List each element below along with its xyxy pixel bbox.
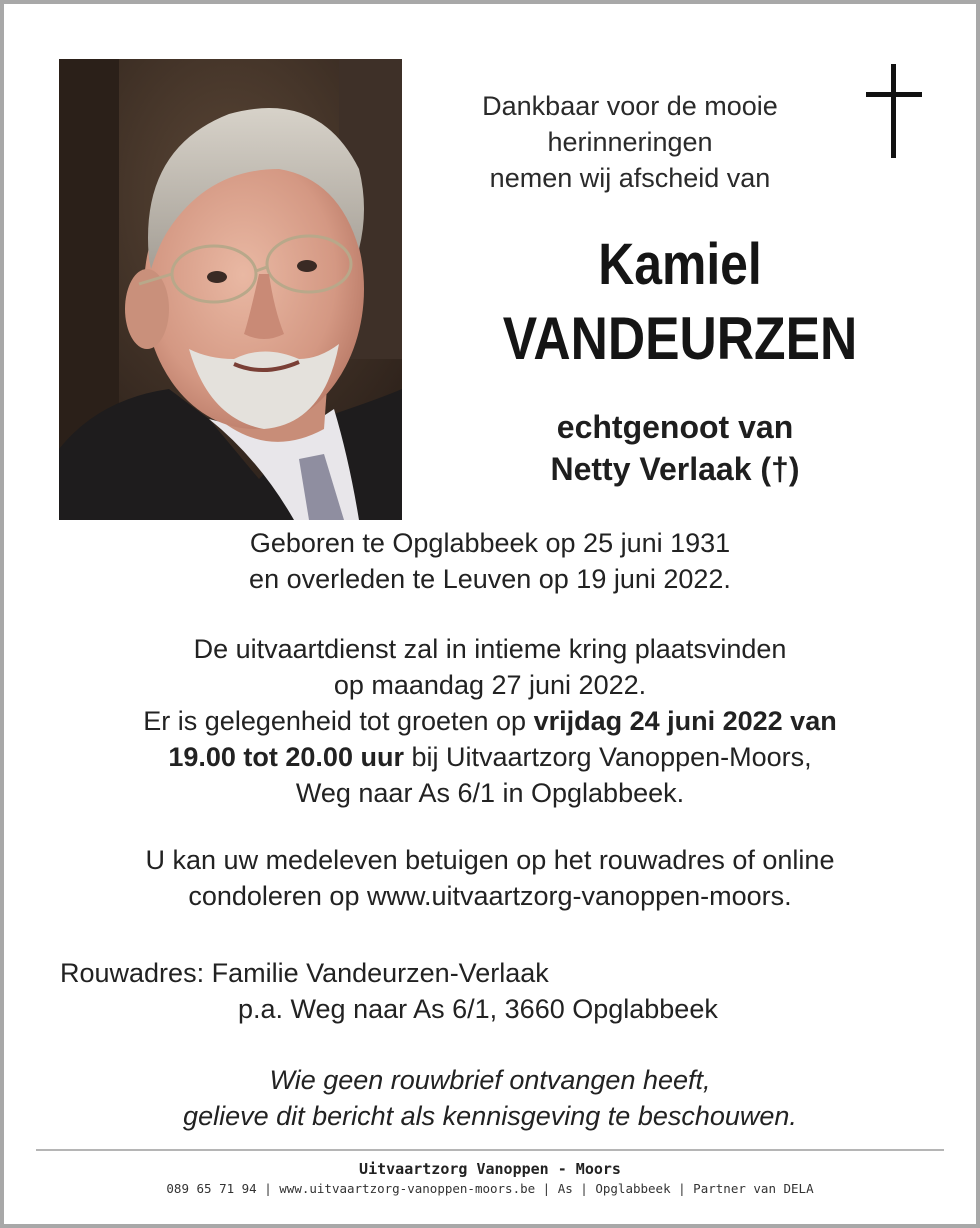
service-line-4-bold: 19.00 tot 20.00 uur [168,742,404,772]
service-line-4 [40,739,940,775]
service-line-3 [40,703,940,739]
intro-line-2: herinneringen [547,127,713,157]
portrait-photo [59,59,402,520]
footer-divider [36,1149,944,1151]
condolence-line-1: U kan uw medeleven betuigen op het rouwadres of online [145,845,835,875]
death-line: en overleden te Leuven op 19 juni 2022. [249,564,731,594]
address-line-1: Rouwadres: Familie Vandeurzen-Verlaak [60,958,549,988]
service-line-2: op maandag 27 juni 2022. [333,670,647,700]
intro-line-1: Dankbaar voor de mooie [482,91,778,121]
notice-text [40,1062,940,1134]
intro-line-3: nemen wij afscheid van [489,163,771,193]
first-name: Kamiel [598,232,762,297]
spouse-line-1: echtgenoot van [556,409,794,445]
last-name: VANDEURZEN [502,305,858,372]
intro-text [430,88,830,196]
notice-line-2: gelieve dit bericht als kennisgeving te beschouwen. [183,1101,797,1131]
service-line-5: Weg naar As 6/1 in Opglabbeek. [295,778,685,808]
condolence-line-2: condoleren op www.uitvaartzorg-vanoppen-moors. [188,881,792,911]
cross-icon [866,64,922,158]
service-line-3-bold: vrijdag 24 juni 2022 van [533,706,837,736]
birth-death-info [40,525,940,597]
footer-title: Uitvaartzorg Vanoppen - Moors [359,1160,621,1178]
service-line-4-suffix: bij Uitvaartzorg Vanoppen-Moors, [403,742,812,772]
spouse-line-2: Netty Verlaak (†) [550,451,800,487]
deceased-name [460,228,900,376]
condolence-info [40,842,940,914]
spouse-info [470,406,880,490]
mourning-address [60,955,920,1027]
address-line-2: p.a. Weg naar As 6/1, 3660 Opglabbeek [238,994,718,1024]
footer-info: 089 65 71 94 | www.uitvaartzorg-vanoppen-moors.be | As | Opglabbeek | Partner van DELA [166,1181,814,1196]
birth-line: Geboren te Opglabbeek op 25 juni 1931 [249,528,731,558]
service-info [40,631,940,811]
service-line-3-prefix: Er is gelegenheid tot groeten op [143,706,534,736]
notice-line-1: Wie geen rouwbrief ontvangen heeft, [269,1065,711,1095]
service-line-1: De uitvaartdienst zal in intieme kring plaatsvinden [193,634,787,664]
